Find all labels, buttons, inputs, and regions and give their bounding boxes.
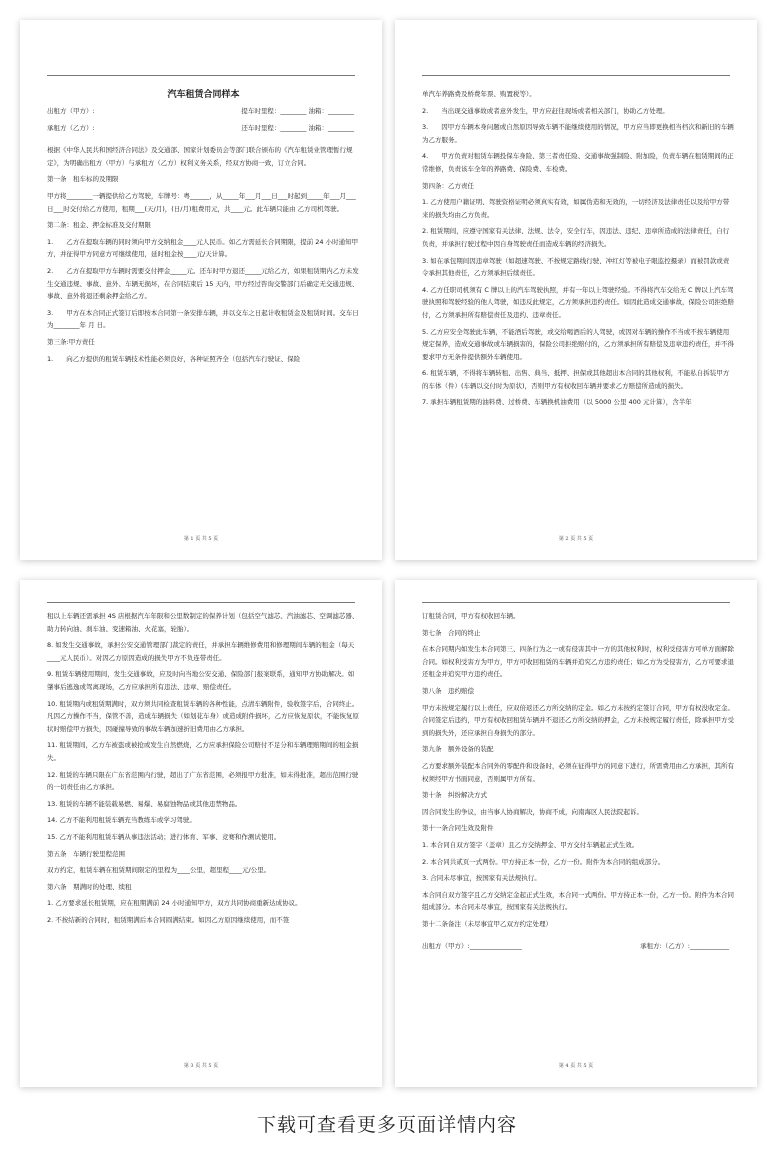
lessor-label: 出租方（甲方）: [47, 107, 95, 115]
page-number: 第 3 页 共 5 页 [183, 1063, 219, 1069]
lessor-signature: 出租方（甲方）:________________ [422, 942, 522, 951]
paragraph: 第五条 车辆行驶里程范围 [47, 849, 125, 858]
paragraph: 12. 租赁的车辆只限在广东省范围内行驶，超出了广东省范围，必须报甲方批准，如未得批准，超出范围行驶的一切责任由乙方承担。 [47, 770, 359, 792]
page-content [422, 88, 735, 413]
page-number: 第 2 页 共 5 页 [558, 536, 594, 542]
page-title: 汽车租赁合同样本 [167, 90, 240, 100]
paragraph: 3. 如在承包期间因违章驾驶（如超速驾驶、不按规定路线行驶、冲红灯等被电子眼监控摄录）而被罚款或责令承担其他责任，乙方须承担后续责任。 [422, 256, 730, 278]
paragraph: 2. 当出现交通事故或者意外发生，甲方应赶往现场或者相关部门，协助乙方处理。 [422, 106, 669, 115]
paragraph: 7. 承担车辆租赁期的油料费、过桥费、车辆换机油费用（以 5000 公里 400 元计算），含半年 [422, 398, 692, 407]
paragraph: 1. 本合同自双方签字（盖章）且乙方交纳押金、甲方交付车辆起正式生效。 [422, 840, 639, 849]
paragraph: 第十二条备注（未尽事宜甲乙双方约定处理） [422, 919, 552, 928]
paragraph: 4. 甲方负责对租赁车辆投保车身险、第三者责任险、交通事故强制险、附加险，负责车辆在租赁期间的正常维修，负责该车全年的养路费、保险费、车检费。 [422, 152, 734, 173]
document-page-4 [395, 580, 757, 1087]
paragraph: 第六条 期满时的处理、续租 [47, 882, 132, 891]
page-content [422, 610, 735, 957]
paragraph: 第一条 租车标的及期限 [47, 175, 119, 184]
paragraph: 1. 乙方在提取车辆的同时须向甲方交纳租金____元人民币。如乙方需延长合同期限，提前 24 小时通知甲方，并征得甲方同意方可继续使用，延时租金按____元/天计算。 [47, 237, 359, 259]
paragraph: 2. 租赁期间，应遵守国家有关法律、法规、法令，安全行车，因违法、违纪、违章所造成的法律责任，自行负责，并承担行驶过程中因自身驾驶责任而造成车辆的经济损失。 [422, 227, 730, 248]
paragraph: 1. 乙方要求延长租赁期，应在租期满前 24 小时通知甲方，双方共同协商重新达成协议。 [47, 899, 302, 908]
paragraph: 5. 乙方应安全驾驶此车辆，不能酒后驾驶，或交给喝酒后的人驾驶，或因对车辆的操作不当或不按车辆使用规定保养，造成交通事故或车辆损害的，保险公司拒绝赔付的，乙方须承担所有赔偿及违章违约责任，并不得要求甲方无条件提供额外车辆使用。 [422, 327, 734, 361]
pickup-mileage-field: 提车时里程：________ 油箱：________ [241, 107, 354, 115]
return-mileage-field: 还车时里程：________ 油箱：________ [241, 123, 354, 132]
paragraph: 本合同自双方签字且乙方交纳定金起正式生效，本合同一式两份。甲方持正本一份，乙方一份。附件为本合同组成部分。本合同未尽事宜，按国家有关法规执行。 [422, 890, 734, 912]
paragraph: 第四条：乙方责任 [422, 181, 474, 190]
signature-row [422, 940, 735, 953]
paragraph: 订租赁合同，甲方有权收回车辆。 [422, 612, 520, 620]
header-rule [47, 602, 355, 603]
header-rule [47, 75, 355, 76]
paragraph: 甲方未按规定履行以上责任，应双倍返还乙方所交纳的定金。如乙方未按约定签订合同，甲方有权没收定金。合同签定后违约，甲方有权收回租赁车辆并不退还乙方所交纳的押金，乙方未按规定履行责任，除承担甲方受到的损失外，还应承担自身损失的部分。 [422, 703, 734, 737]
paragraph: 8. 如发生交通事故，承担公安交通管理部门裁定的责任，并承担车辆维修费用和修理期间车辆的租金（每天____元人民币）。对因乙方原因造成的损失甲方不负连带责任。 [47, 641, 355, 662]
paragraph: 13. 租赁的车辆不能装载易燃、易爆、易腐蚀物品或其他违禁物品。 [47, 799, 242, 808]
paragraph: 1. 向乙方提供的租赁车辆技术性能必须良好，各种证照齐全（包括汽车行驶证、保险 [47, 354, 301, 363]
paragraph: 第十一条合同生效及附件 [422, 824, 494, 833]
paragraph: 10. 租赁期内或租赁期满时，双方须共同检查租赁车辆的各种性能，点清车辆附件，验收签字后，合同终止。凡因乙方操作不当，保管不善，造成车辆损失（如划花车身）或造成附件损坏，乙方应恢复原状，不能恢复原状时赔偿甲方损失，因碰撞导致的事故车辆加速折旧费用由乙方承担。 [47, 699, 359, 733]
party-row-lessee [47, 122, 360, 135]
paragraph: 15. 乙方不能利用租赁车辆从事违法活动；进行体育、军事、竞赛和作测试使用。 [47, 832, 281, 841]
lessee-label: 承租方（乙方）: [47, 123, 95, 132]
paragraph: 第九条 额外设备的装配 [422, 745, 494, 754]
paragraph: 第三条:甲方责任 [47, 337, 95, 346]
paragraph: 在本合同期内如发生本合同第三、四条行为之一或有侵害其中一方的其他权利时，权利受侵害方可单方面解除合同。如权利受害方为甲方，甲方可收回租赁的车辆并追究乙方违约责任；如乙方为受侵害方，乙方可要求退还租金并追究甲方违约责任。 [422, 645, 734, 679]
paragraph: 6. 租赁车辆，不得将车辆转租、出售、典当、抵押、担保或其他超出本合同的其他权利，不能私自拆装甲方的车体（件）(车辆以交付时为原状)，否则甲方有权收回车辆并要求乙方赔偿所造成的损失。 [422, 369, 730, 390]
paragraph: 1. 乙方使用户籍证明、驾驶资格证明必须真实有效，如属伪造和无效的，一切经济及法律责任以及给甲方带来的损失均由乙方负责。 [422, 198, 730, 219]
document-page-3 [20, 580, 382, 1087]
paragraph: 因合同发生的争议，由当事人协商解决，协商不成，向南海区人民法院起诉。 [422, 807, 643, 816]
page-content [47, 88, 360, 369]
paragraph: 14. 乙方不能利用租赁车辆充当教练车或学习驾驶。 [47, 816, 196, 825]
party-row-lessor [47, 105, 360, 118]
paragraph: 11. 租赁期间，乙方车被盗或被抢或发生自然燃烧，乙方应承担保险公司赔付不足分和车辆理赔期间的租金损失。 [47, 741, 359, 762]
paragraph: 3. 甲方在本合同正式签订后即按本合同第一条安排车辆，并以交车之日起计收租赁金及租赁时间。交车日为________年 月 日。 [47, 308, 359, 330]
paragraph: 第二条：租金、押金标准及交付期限 [47, 221, 151, 230]
document-page-1 [20, 20, 382, 560]
paragraph: 2. 本合同共贰页一式两份。甲方持正本一份，乙方一份。附件为本合同的组成部分。 [422, 857, 665, 866]
paragraph: 2. 不按结新的合同时，租赁期满后本合同圆满结束。如因乙方原因继续使用，而不签 [47, 915, 290, 924]
paragraph: 3. 因甲方车辆本身问题或自然原因导致车辆不能继续使用的情况，甲方应当即更换相当档次和新旧的车辆为乙方服务。 [422, 123, 734, 144]
paragraph: 双方约定，租赁车辆在租赁期间限定的里程为____公里，超里程____元/公里。 [47, 866, 271, 875]
paragraph: 第八条 违约赔偿 [422, 686, 474, 695]
paragraph: 乙方要求额外装配本合同外的零配件和设备时，必须在征得甲方的同意下进行，所需费用由乙方承担，其所有权须经甲方书面同意，否则属甲方所有。 [422, 761, 734, 783]
header-rule [422, 602, 730, 603]
page-number: 第 4 页 共 5 页 [558, 1063, 594, 1069]
paragraph: 3. 合同未尽事宜，按国家有关法规执行。 [422, 874, 541, 883]
lessee-signature: 承租方:（乙方）:____________ [640, 942, 729, 951]
paragraph: 甲方将________一辆提供给乙方驾驶，车牌号：粤______，从_____年___月___日___时起到_____年___月___日___时交付给乙方使用，租期___(天/月)，(日/月)租费用元，共____元。此车辆只能由 乙方司机驾驶。 [47, 191, 356, 213]
header-rule [422, 75, 730, 76]
page-content [47, 610, 360, 930]
paragraph: 第七条 合同的终止 [422, 628, 481, 637]
download-caption: 下载可查看更多页面详情内容 [256, 1114, 517, 1136]
paragraph: 单汽车养路费及桥费年票、购置税等）。 [422, 90, 536, 98]
paragraph: 根据《中华人民共和国经济合同法》及交通部、国家计划委员会等部门联合颁布的《汽车租赁业管理暂行规定》，为明确出租方（甲方）与承租方（乙方）权利义务关系，经双方协商一致，订立合同。 [47, 146, 353, 167]
document-page-2 [395, 20, 757, 560]
paragraph: 第十条 纠纷解决方式 [422, 791, 487, 800]
paragraph: 租以上车辆还需承担 4S 店根据汽车年限和公里数制定的保养计划（包括空气滤芯、汽油滤芯、空调滤芯器、助力转向油、刹车油、变速箱油、火花塞，轮胎）。 [47, 612, 359, 633]
paragraph: 4. 乙方任职司机须有 C 牌以上的汽车驾驶执照，并有一年以上驾驶经验。不得将汽车交给无 C 牌以上汽车驾驶执照和驾驶经验的他人驾驶，如违反此规定，乙方须承担违约责任。如因此造成交通事故，保险公司拒绝赔付，乙方须承担所有赔偿责任及违约、违章责任。 [422, 285, 734, 319]
paragraph: 2. 乙方在提取甲方车辆时需要交付押金_____元。还车时甲方退还_____元给乙方，如果租赁期内乙方未发生交通违规、事故、意外、车辆无损坏，在合同结束后 15 天内，甲方经过咨询交警部门后确定无交通违规、事故、意外将退还剩余押金给乙方。 [47, 266, 359, 301]
paragraph: 9. 租赁车辆使用期间，发生交通事故，应及时向当地公安交通、保险部门报案联系，通知甲方协助解决。如肇事后逃逸或驾离现场，乙方应承担所有违法、违章、赔偿责任。 [47, 670, 355, 691]
page-number: 第 1 页 共 5 页 [183, 536, 219, 542]
